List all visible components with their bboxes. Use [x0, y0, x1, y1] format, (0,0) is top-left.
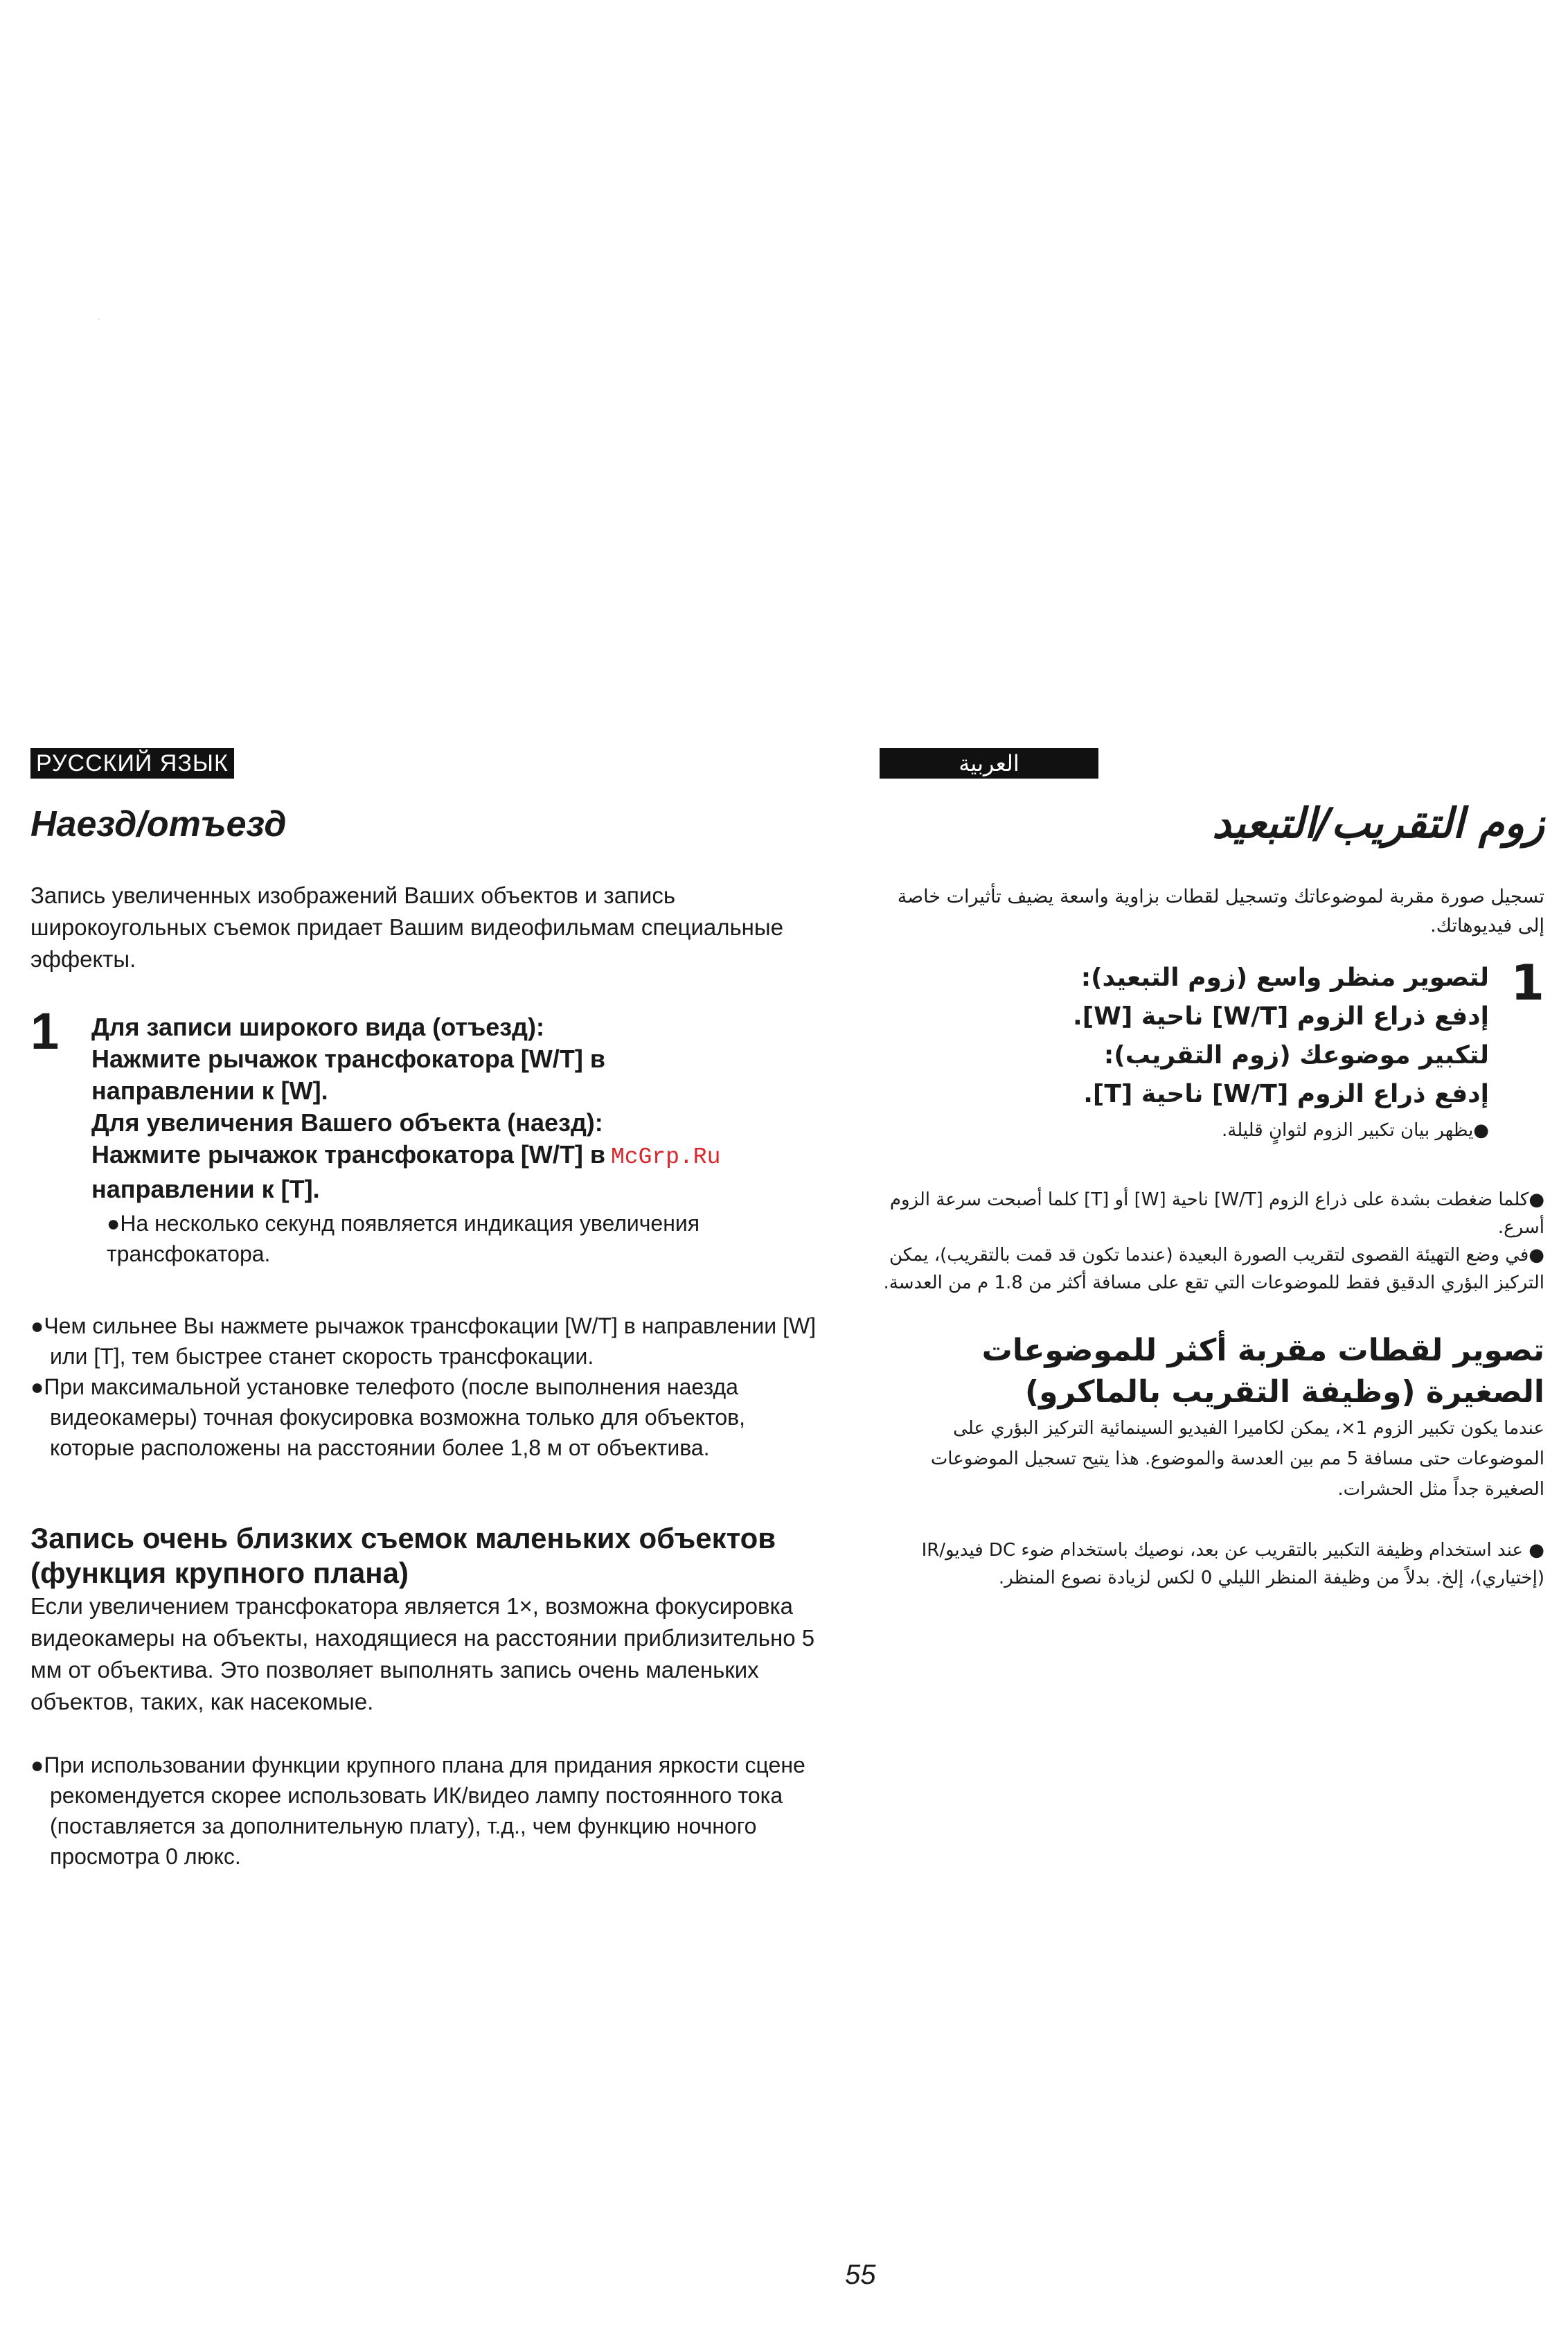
ru-step-note: ●На несколько секунд появляется индикация увеличения трансфокатора. — [107, 1211, 700, 1266]
ru-macro-body: Если увеличением трансфокатора является 1×, возможна фокусировка видеокамеры на объекты, находящиеся на расстоянии приблизительно 5 мм от объектива. Это позволяет выполнять запись очень маленьких объектов, таких, как насекомые. — [30, 1593, 815, 1714]
ru-step-line: Нажмите рычажок трансфокатора [W/T] в — [91, 1045, 605, 1073]
ar-language-label: العربية — [880, 748, 1098, 779]
ru-step-1 — [30, 1002, 827, 1269]
ar-step-note: ●يظهر بيان تكبير الزوم لثوانٍ قليلة. — [1222, 1120, 1489, 1141]
ar-step-1 — [880, 955, 1544, 1144]
ru-title: Наезд/отъезд — [30, 804, 287, 844]
ru-bullet: ●При максимальной установке телефото (после выполнения наезда видеокамеры) точная фокусировка возможна только для объектов, которые расположены на расстоянии более 1,8 м от объектива. — [30, 1374, 746, 1460]
ar-step-line: لتصوير منظر واسع (زوم التبعيد): — [1080, 964, 1489, 992]
ru-step-line — [91, 1139, 827, 1173]
ar-title: زوم التقريب/التبعيد — [1212, 799, 1544, 848]
ru-macro-bullet: ●При использовании функции крупного плана для придания яркости сцене рекомендуется скорее использовать ИК/видео лампу постоянного тока (поставляется за дополнительную плату), т.д., чем функцию ночного просмотра 0 люкс. — [30, 1753, 805, 1869]
ar-step-line: إدفع ذراع الزوم [W/T] ناحية [T]. — [1083, 1080, 1489, 1108]
ru-language-label: РУССКИЙ ЯЗЫК — [30, 748, 234, 779]
scan-speck — [98, 319, 100, 320]
ar-macro-bullet: ● عند استخدام وظيفة التكبير بالتقريب عن بعد، نوصيك باستخدام ضوء DC فيديو/IR (إختياري)، إلخ. بدلاً من وظيفة المنظر الليلي 0 لكس لزيادة نصوع المنظر. — [921, 1540, 1544, 1588]
ar-bullet: ●كلما ضغطت بشدة على ذراع الزوم [W/T] ناحية [W] أو [T] كلما أصبحت سرعة الزوم أسرع. — [889, 1189, 1544, 1238]
ar-step-line: لتكبير موضوعك (زوم التقريب): — [1103, 1041, 1489, 1070]
ar-macro-heading: تصوير لقطات مقربة أكثر للموضوعات الصغيرة (وظيفة التقريب بالماكرو) — [981, 1333, 1544, 1410]
ar-step-line: إدفع ذراع الزوم [W/T] ناحية [W]. — [1073, 1002, 1489, 1031]
ru-step-line: направлении к [T]. — [91, 1175, 320, 1203]
page-number: 55 — [845, 2260, 876, 2290]
ar-step-number: 1 — [1511, 955, 1544, 1011]
ru-intro: Запись увеличенных изображений Ваших объектов и запись широкоугольных съемок придает Вашим видеофильмам специальные эффекты. — [30, 882, 783, 972]
ru-step-line: Для увеличения Вашего объекта (наезд): — [91, 1108, 603, 1137]
ar-bullet: ●في وضع التهيئة القصوى لتقريب الصورة البعيدة (عندما تكون قد قمت بالتقريب)، يمكن التركيز البؤري الدقيق فقط للموضوعات التي تقع على مسافة أكثر من 1.8 م من العدسة. — [883, 1245, 1544, 1293]
ru-step-line: направлении к [W]. — [91, 1076, 328, 1105]
ru-bullet: ●Чем сильнее Вы нажмете рычажок трансфокации [W/T] в направлении [W] или [T], тем быстрее станет скорость трансфокации. — [30, 1313, 817, 1369]
ar-macro-body: عندما يكون تكبير الزوم 1×، يمكن لكاميرا الفيديو السينمائية التركيز البؤري على الموضوعات حتى مسافة 5 مم بين العدسة والموضوع. هذا يتيح تسجيل الموضوعات الصغيرة جداً مثل الحشرات. — [930, 1418, 1544, 1500]
ar-intro: تسجيل صورة مقربة لموضوعاتك وتسجيل لقطات بزاوية واسعة يضيف تأثيرات خاصة إلى فيديوهاتك. — [897, 886, 1544, 937]
ru-macro-heading: Запись очень близких съемок маленьких объектов (функция крупного плана) — [30, 1522, 776, 1589]
russian-column — [30, 748, 827, 1872]
watermark: McGrp.Ru — [610, 1144, 721, 1170]
arabic-column — [880, 748, 1544, 1592]
ru-step-number: 1 — [30, 1002, 60, 1060]
ru-step-line: Для записи широкого вида (отъезд): — [91, 1013, 544, 1041]
ru-step-line-text: Нажмите рычажок трансфокатора [W/T] в — [91, 1140, 605, 1169]
